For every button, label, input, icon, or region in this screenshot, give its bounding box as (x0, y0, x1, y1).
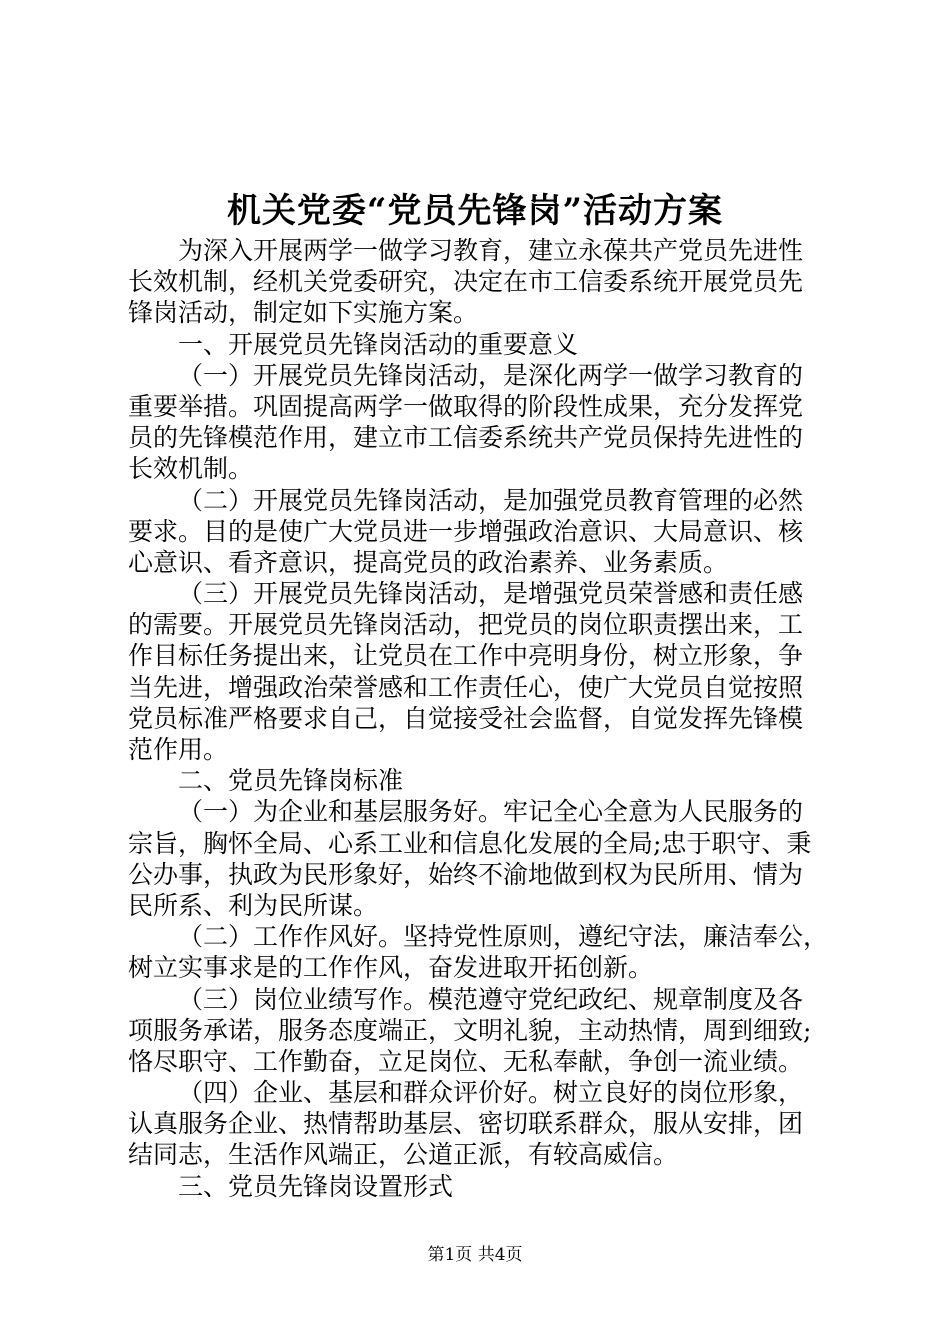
text-line: （二）开展党员先锋岗活动，是加强党员教育管理的必然 (178, 485, 804, 515)
text-line: 心意识、看齐意识，提高党员的政治素养、业务素质。 (128, 547, 729, 577)
page-footer: 第1页 共4页 (427, 1245, 523, 1265)
text-line: 二、党员先锋岗标准 (178, 766, 404, 796)
text-line: 公办事，执政为民形象好，始终不渝地做到权为民所用、情为 (128, 859, 804, 889)
document-body (128, 235, 840, 1202)
text-line: 党员标准严格要求自己，自觉接受社会监督，自觉发挥先锋模 (128, 703, 804, 733)
text-line: 树立实事求是的工作作风，奋发进取开拓创新。 (128, 953, 654, 983)
text-line: 长效机制，经机关党委研究，决定在市工信委系统开展党员先 (128, 267, 804, 297)
text-line: 三、党员先锋岗设置形式 (178, 1171, 454, 1201)
text-line: 范作用。 (128, 735, 229, 764)
text-line: （三）开展党员先锋岗活动，是增强党员荣誉感和责任感 (178, 579, 804, 609)
text-line: 员的先锋模范作用，建立市工信委系统共产党员保持先进性的 (128, 423, 804, 453)
text-line: （一）为企业和基层服务好。牢记全心全意为人民服务的 (178, 797, 804, 827)
text-line: （一）开展党员先锋岗活动，是深化两学一做学习教育的 (178, 360, 804, 390)
text-line: （二）工作作风好。坚持党性原则，遵纪守法，廉洁奉公， (178, 922, 829, 952)
text-line: 锋岗活动，制定如下实施方案。 (128, 298, 479, 328)
text-line: 作目标任务提出来，让党员在工作中亮明身份，树立形象，争 (128, 641, 804, 671)
text-line: 认真服务企业、热情帮助基层、密切联系群众，服从安排，团 (128, 1109, 804, 1139)
text-line: 的需要。开展党员先锋岗活动，把党员的岗位职责摆出来，工 (128, 610, 804, 640)
text-line: （四）企业、基层和群众评价好。树立良好的岗位形象， (178, 1078, 804, 1108)
text-line: 恪尽职守、工作勤奋，立足岗位、无私奉献，争创一流业绩。 (128, 1046, 804, 1076)
text-line: 民所系、利为民所谋。 (128, 890, 379, 920)
text-line: 当先进，增强政治荣誉感和工作责任心，使广大党员自觉按照 (128, 672, 804, 702)
text-line: 一、开展党员先锋岗活动的重要意义 (178, 329, 579, 359)
text-line: 重要举措。巩固提高两学一做取得的阶段性成果，充分发挥党 (128, 391, 804, 421)
text-line: （三）岗位业绩写作。模范遵守党纪政纪、规章制度及各 (178, 984, 804, 1014)
document-title: 机关党委“党员先锋岗”活动方案 (226, 191, 724, 231)
text-line: 项服务承诺，服务态度端正，文明礼貌，主动热情，周到细致; (128, 1015, 812, 1045)
text-line: 为深入开展两学一做学习教育，建立永葆共产党员先进性 (178, 236, 804, 265)
text-line: 长效机制。 (128, 454, 254, 484)
text-line: 要求。目的是使广大党员进一步增强政治意识、大局意识、核 (128, 516, 804, 546)
text-line: 宗旨，胸怀全局、心系工业和信息化发展的全局;忠于职守、秉 (128, 828, 812, 858)
text-line: 结同志，生活作风端正，公道正派，有较高威信。 (128, 1140, 679, 1170)
